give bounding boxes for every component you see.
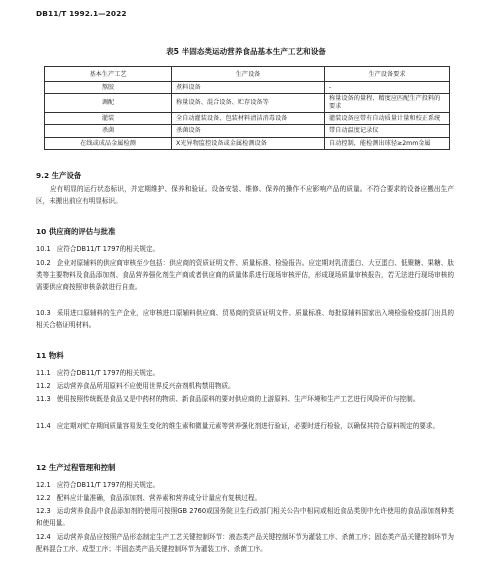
clause-10-2 (36, 258, 454, 293)
table-cell: 调配 (45, 94, 172, 113)
clause-text: 应符合DB11/T 1797的相关规定。 (56, 369, 160, 377)
table-cell: 煮料设备 (172, 82, 325, 94)
clause-text: 运动营养食品应按照产品形态制定生产工艺关键控制环节：液态类产品关键控制环节为灌装工序、杀菌工序；固态类产品关键控制环节为配料混合工序、成型工序；半固态类产品关键控制环节为灌装工序、杀菌工序。 (36, 533, 454, 553)
section-heading-9-2: 9.2 生产设备 (36, 171, 82, 180)
table-row (45, 125, 450, 137)
clause-text: 采用进口原辅料的生产企业，应审核进口原辅料供应商、贸易商的资质证明文件、质量标准、每批原辅料国家出入境检验检疫部门出具的相关合格证明材料。 (36, 309, 454, 329)
clause-number: 12.2 (36, 494, 51, 502)
table-cell: 杀菌设备 (172, 125, 325, 137)
clause-number: 10.3 (36, 309, 51, 317)
table-header-row (45, 67, 450, 82)
clause-11-3 (36, 394, 454, 406)
table-row (45, 113, 450, 125)
table-cell: 灌装 (45, 113, 172, 125)
paragraph: 应有明显的运行状态标识，并定期维护、保养和验证。设备安装、维修、保养的操作不应影响产品的质量。不符合要求的设备应搬出生产区，未搬出前应有明显标识。 (36, 185, 454, 205)
table-cell: 带自动温度记录仪 (325, 125, 450, 137)
clause-12-2 (36, 493, 454, 505)
clause-12-3 (36, 506, 454, 530)
table-cell: 熬胶 (45, 82, 172, 94)
table-header-cell: 生产设备要求 (325, 67, 450, 82)
document-header: DB11/T 1992.1—2022 (36, 9, 127, 18)
clause-11-4 (36, 421, 454, 433)
table-header-cell: 基本生产工艺 (45, 67, 172, 82)
process-equipment-table (44, 66, 450, 150)
clause-number: 11.2 (36, 382, 51, 390)
table-cell: 灌装设备应带有自动质量计量和校正系统 (325, 113, 450, 125)
clause-10-1 (36, 244, 454, 256)
table-header-cell: 生产设备 (172, 67, 325, 82)
table-row (45, 82, 450, 94)
section-heading-11: 11 物料 (36, 351, 64, 360)
table-cell: 全自动灌装设备、包装材料清洁消毒设备 (172, 113, 325, 125)
clause-number: 12.1 (36, 481, 51, 489)
clause-text: 运动营养食品所用原料不应使用世界反兴奋剂机构禁用物质。 (56, 382, 235, 390)
clause-number: 12.4 (36, 533, 51, 541)
table-cell: 杀菌 (45, 125, 172, 137)
clause-10-3 (36, 308, 454, 332)
clause-12-4 (36, 532, 454, 556)
table-row (45, 94, 450, 113)
clause-text: 运动营养食品中食品添加剂的使用可按照GB 2760或国务院卫生行政部门相关公告中相同或相近食品类别中允许使用的食品添加剂种类和使用量。 (36, 507, 454, 527)
section-heading-12: 12 生产过程管理和控制 (36, 463, 116, 472)
clause-text: 配料应计量准确，食品添加剂、营养素和营养成分计量应有复核过程。 (56, 494, 262, 502)
clause-text: 使用按照传统既是食品又是中药材的物质、新食品原料的要对供应商的上游原料、生产环境和生产工艺进行风险评价与控制。 (56, 395, 420, 403)
section-heading-10: 10 供应商的评估与批准 (36, 227, 116, 236)
table-title: 表5 半固态类运动营养食品基本生产工艺和设备 (166, 47, 326, 56)
table-cell: 在线或成品金属检测 (45, 137, 172, 149)
clause-text: 应定期对贮存期间质量容易发生变化的维生素和微量元素等营养强化剂进行验证，必要时进行检验，以确保其符合原料规定的要求。 (56, 422, 440, 430)
table-cell: X光异物监控设备或金属检测设备 (172, 137, 325, 149)
clause-number: 12.3 (36, 507, 51, 515)
clause-number: 11.3 (36, 395, 51, 403)
clause-number: 11.1 (36, 369, 51, 377)
clause-number: 10.1 (36, 245, 51, 253)
clause-11-1 (36, 368, 454, 380)
clause-number: 10.2 (36, 259, 51, 267)
table-cell: 称量设备的量程、精度应匹配生产投料的要求 (325, 94, 450, 113)
clause-12-1 (36, 480, 454, 492)
clause-text: 应符合DB11/T 1797的相关规定。 (56, 245, 160, 253)
table-cell: 自动控制，能检测出球径≥2mm金属 (325, 137, 450, 149)
clause-11-2 (36, 381, 454, 393)
table-row (45, 137, 450, 149)
table-cell: 称量设备、混合设备、贮存设备等 (172, 94, 325, 113)
table-cell: - (325, 82, 450, 94)
clause-text: 应符合DB11/T 1797的相关规定。 (56, 481, 160, 489)
clause-text: 企业对原辅料的供应商审核至少包括：供应商的资质证明文件、质量标准、检验报告。应定期对乳清蛋白、大豆蛋白、低聚糖、果糖、肽类等主要物料及食品添加剂、食品营养强化剂生产商或者供应商的质量体系进行现场审核评估，形成现场质量审核报告，若无法进行现场审核的需要供应商按照审核条款进行自查。 (36, 259, 454, 291)
clause-number: 11.4 (36, 422, 51, 430)
